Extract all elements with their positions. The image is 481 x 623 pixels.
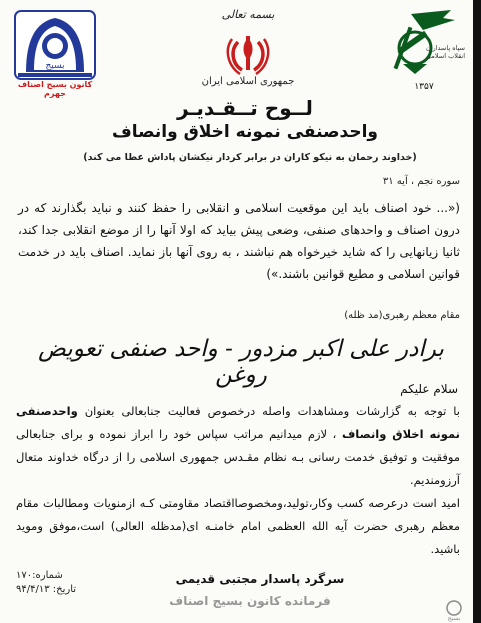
body-text	[16, 400, 460, 561]
iran-emblem-icon	[224, 34, 272, 76]
certificate-title: لــوح تــقـدیـر	[177, 96, 313, 120]
letter-date: تاریخ: ۹۴/۴/۱۳	[16, 584, 77, 595]
verse-translation: (خداوند رحمان به نیکو کاران در برابر کردار نیکشان پاداش عطا می کند)	[83, 152, 417, 163]
republic-caption: جمهوری اسلامی ایران	[201, 76, 295, 87]
letter-number: شماره:۱۷۰	[16, 570, 63, 581]
irgc-year: ۱۳۵۷	[414, 82, 434, 92]
certificate-unit-title: واحدصنفی نمونه اخلاق وانصاف	[112, 122, 378, 142]
bismillah-text: بسمه تعالی	[221, 8, 275, 21]
watermark-logo	[436, 598, 472, 622]
signatory-title: فرمانده کانون بسیج اصناف	[169, 594, 331, 608]
verse-reference: سوره نجم ، آیه ۳۱	[382, 176, 460, 187]
left-logo-caption: کانون بسیج اصناف جهرم	[17, 80, 93, 98]
recipient-name: برادر علی اکبر مزدور - واحد صنفی تعویض روغن	[38, 336, 444, 388]
irgc-caption: سپاه پاسداران انقلاب اسلامی	[425, 44, 465, 60]
greeting: سلام علیکم	[400, 382, 458, 396]
quote-source: مقام معظم رهبری(مد ظله)	[344, 310, 460, 321]
body-p2: امید است درعرصه کسب وکار،تولید،ومخصوصااقتصاد مقاومتی کـه ازمنویات ومطالبات مقام معظم رهبری حضرت آیه الله العظمی امام خامنـه ای(مدظله العالی) است،موفق وموید باشید.	[16, 496, 460, 556]
body-p1-end: ، لازم میدانیم مراتب سپاس خود را ابراز نموده و برای جنابعالی موفقیت و توفیق خدمت رسانی بـه نظام مقـدس جمهوری اسلامی را از درگاه خداوند متعال آرزومندیم.	[16, 427, 460, 487]
signatory-name: سرگرد پاسدار مجتبی قدیمی	[175, 572, 345, 586]
body-p1-highlight: واحدصنفی نمونه اخلاق وانصاف	[16, 404, 460, 441]
leader-quote: («... خود اصناف باید این موقعیت اسلامی و انقلابی را حفظ کنند و نباید بگذارند که در درون اصناف و واحدهای صنفی، وضعی پیش بیاید که اولا آنها را از موضع انقلابی جدا کند، ثانیا زیانهایی را که شاید خیرخواه هم نباشند ، به روی آنها باز نماید. اصناف باید در خدمت قوانین اسلامی و مطیع قوانین باشند.»)	[18, 201, 460, 281]
watermark-text: بسیج	[447, 615, 461, 622]
left-logo-inner-text: بسیج	[45, 61, 65, 71]
screen-edge	[473, 0, 481, 623]
body-p1-start: با توجه به گزارشات ومشاهدات واصله درخصوص فعالیت جنابعالی بعنوان	[77, 404, 460, 418]
